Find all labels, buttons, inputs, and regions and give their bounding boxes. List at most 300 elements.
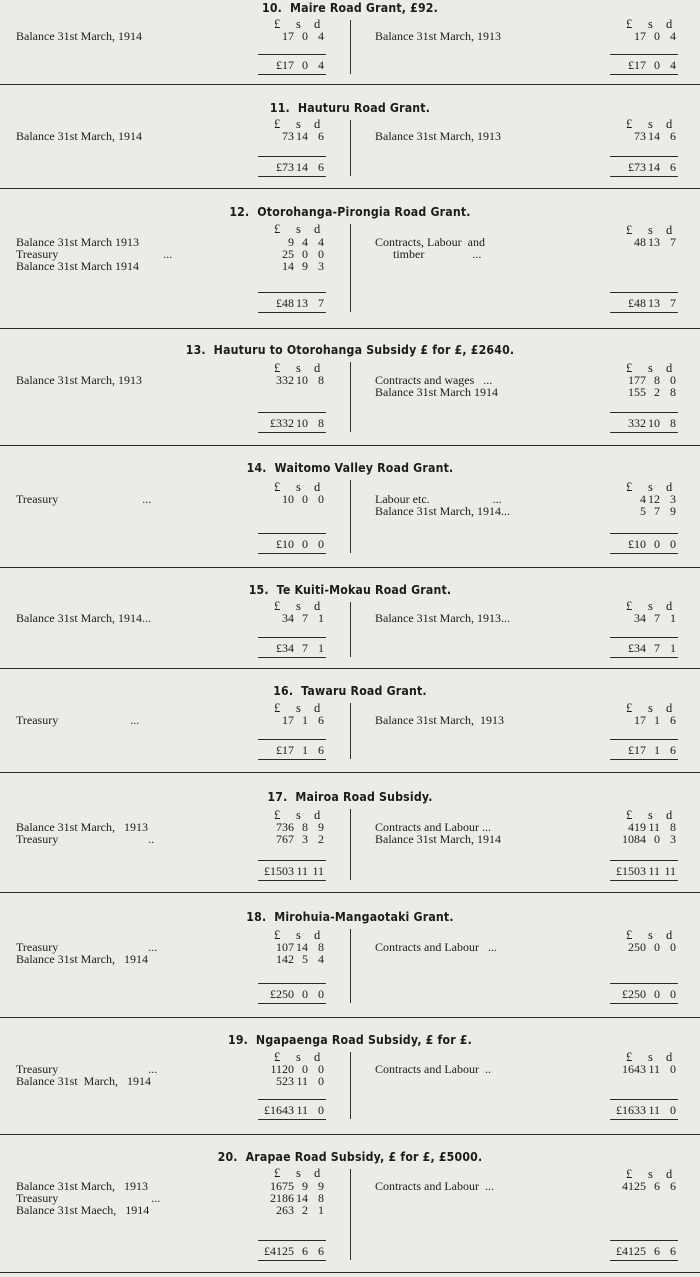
entry-description: Balance 31st March, 1914 [16, 29, 142, 43]
pence-cell: d [666, 1050, 673, 1064]
shillings-cell: 14 [296, 129, 308, 143]
total-cell: £34 [628, 641, 646, 655]
total-cell: £17 [628, 743, 646, 757]
shillings-cell: 14 [296, 1191, 308, 1205]
right-amounts [614, 821, 684, 845]
pence-cell: 6 [318, 129, 324, 143]
right-total [608, 1103, 678, 1117]
pounds-cell: £ [626, 599, 633, 613]
total-rule-bottom [610, 176, 678, 177]
pence-cell: d [314, 1166, 321, 1180]
section-number: 11. [269, 100, 290, 115]
pence-cell: 9 [670, 504, 676, 518]
total-cell: 6 [302, 1244, 308, 1258]
shillings-cell: s [296, 117, 301, 131]
pounds-cell: 142 [276, 952, 294, 966]
pounds-cell: 250 [628, 940, 646, 954]
left-total [256, 641, 326, 655]
right-total [608, 1244, 678, 1258]
amount-row [614, 941, 684, 953]
amount-row [262, 30, 332, 42]
left-descriptions [16, 1063, 157, 1087]
total-cell: £17 [628, 58, 646, 72]
total-cell: £73 [628, 160, 646, 174]
pounds-cell: 17 [282, 29, 294, 43]
total-rule-top [610, 292, 678, 293]
shillings-cell: 9 [302, 1179, 308, 1193]
total-cell: 7 [654, 641, 660, 655]
total-cell: £250 [270, 987, 294, 1001]
shillings-cell: s [296, 701, 301, 715]
pence-cell: 4 [318, 235, 324, 249]
column-divider [350, 1169, 351, 1260]
total-cell: 0 [654, 537, 660, 551]
section-title-text: Te Kuiti-Mokau Road Grant. [276, 582, 452, 597]
shillings-cell: s [648, 480, 653, 494]
total-cell: £10 [276, 537, 294, 551]
pounds-cell: 1675 [270, 1179, 294, 1193]
total-cell: £4125 [616, 1244, 646, 1258]
right-amounts [614, 941, 684, 953]
left-descriptions [16, 236, 172, 272]
pounds-cell: £ [626, 928, 633, 942]
account-section [0, 892, 700, 1018]
section-number: 18. [246, 909, 267, 924]
entry-description: Balance 31st March, 1914 [16, 1074, 151, 1088]
pounds-cell: 107 [276, 940, 294, 954]
pounds-cell: £ [274, 928, 281, 942]
pence-cell: 0 [318, 247, 324, 261]
shillings-cell: s [648, 117, 653, 131]
amount-row [614, 236, 684, 248]
total-cell: 7 [670, 296, 676, 310]
total-cell: £1643 [264, 1103, 294, 1117]
amount-row [614, 505, 684, 517]
pounds-cell: £ [626, 1167, 633, 1181]
pounds-cell: 523 [276, 1074, 294, 1088]
pence-cell: d [314, 928, 321, 942]
section-title-text: Mairoa Road Subsidy. [295, 789, 433, 804]
column-divider [350, 929, 351, 1003]
shillings-cell: s [296, 222, 301, 236]
left-amounts [262, 374, 332, 386]
shillings-cell: 2 [654, 385, 660, 399]
entry-description: Treasury ... [16, 940, 158, 954]
account-section [0, 328, 700, 446]
account-section [0, 1134, 700, 1273]
right-amounts [614, 30, 684, 42]
left-descriptions [16, 30, 142, 42]
total-rule-bottom [258, 880, 326, 881]
left-total [256, 58, 326, 72]
section-title [42, 582, 658, 597]
right-amounts [614, 236, 684, 248]
total-cell: 13 [296, 296, 308, 310]
pence-cell: 9 [318, 820, 324, 834]
pence-cell: d [666, 928, 673, 942]
total-cell: 4 [318, 58, 324, 72]
amount-row [262, 1204, 332, 1216]
total-cell: 11 [312, 864, 324, 878]
pounds-cell: 1643 [622, 1062, 646, 1076]
section-title-text: Tawaru Road Grant. [301, 683, 427, 698]
pounds-cell: 10 [282, 492, 294, 506]
total-cell: 332 [628, 416, 646, 430]
shillings-cell: s [296, 928, 301, 942]
left-descriptions [16, 493, 151, 505]
shillings-cell: 0 [302, 247, 308, 261]
amount-row [614, 1180, 684, 1192]
entry-description: Contracts and Labour .. [375, 1062, 491, 1076]
shillings-cell: 8 [654, 373, 660, 387]
right-total [608, 296, 678, 310]
total-cell: 1 [670, 641, 676, 655]
left-amounts [262, 493, 332, 505]
pence-cell: 1 [318, 611, 324, 625]
total-rule-top [258, 860, 326, 861]
left-total [256, 160, 326, 174]
column-divider [350, 703, 351, 759]
pounds-cell: 155 [628, 385, 646, 399]
total-rule-top [610, 1240, 678, 1241]
total-cell: 1 [654, 743, 660, 757]
shillings-cell: s [296, 1166, 301, 1180]
pence-cell: d [314, 1050, 321, 1064]
pounds-cell: £ [274, 17, 281, 31]
total-rule-bottom [610, 312, 678, 313]
entry-description: Treasury ... [16, 1062, 158, 1076]
total-cell: 0 [318, 987, 324, 1001]
section-title [42, 1032, 658, 1047]
pounds-cell: £ [274, 361, 281, 375]
amount-row [614, 386, 684, 398]
left-descriptions [16, 1180, 160, 1216]
total-cell: 0 [318, 1103, 324, 1117]
shillings-cell: s [296, 808, 301, 822]
amount-row [614, 1063, 684, 1075]
total-rule-top [258, 156, 326, 157]
section-title [42, 100, 658, 115]
column-divider [350, 809, 351, 880]
right-descriptions [375, 941, 497, 953]
shillings-cell: 6 [654, 1179, 660, 1193]
total-cell: 1 [318, 641, 324, 655]
right-total [608, 160, 678, 174]
amount-row [262, 260, 332, 272]
pounds-cell: 17 [282, 713, 294, 727]
total-cell: £250 [622, 987, 646, 1001]
left-amounts [262, 612, 332, 624]
total-rule-bottom [610, 553, 678, 554]
pence-cell: 2 [318, 832, 324, 846]
pounds-cell: 4 [640, 492, 646, 506]
shillings-cell: s [648, 17, 653, 31]
section-number: 10. [262, 0, 283, 15]
section-title [42, 342, 658, 357]
pence-cell: d [666, 117, 673, 131]
amount-row [262, 714, 332, 726]
total-cell: 8 [318, 416, 324, 430]
pounds-cell: £ [626, 701, 633, 715]
total-cell: 14 [648, 160, 660, 174]
right-descriptions [375, 1063, 491, 1075]
shillings-cell: 14 [296, 940, 308, 954]
amount-row [614, 130, 684, 142]
shillings-cell: 0 [654, 940, 660, 954]
total-cell: 0 [302, 537, 308, 551]
total-rule-bottom [258, 1003, 326, 1004]
left-total [256, 1103, 326, 1117]
column-divider [350, 480, 351, 553]
entry-description: Balance 31st March, 1914 [16, 129, 142, 143]
total-cell: 6 [318, 1244, 324, 1258]
pounds-cell: 1120 [270, 1062, 294, 1076]
entry-description: Balance 31st Maech, 1914 [16, 1203, 150, 1217]
total-rule-top [610, 533, 678, 534]
account-section [0, 0, 700, 85]
shillings-cell: 9 [302, 259, 308, 273]
section-number: 15. [248, 582, 269, 597]
section-title [42, 1149, 658, 1164]
pounds-cell: 5 [640, 504, 646, 518]
pence-cell: 8 [670, 385, 676, 399]
pounds-cell: 17 [634, 713, 646, 727]
shillings-cell: 12 [648, 492, 660, 506]
pence-cell: 0 [318, 1062, 324, 1076]
right-descriptions [375, 236, 485, 260]
shillings-cell: 1 [654, 713, 660, 727]
section-title [42, 0, 658, 15]
shillings-cell: 0 [302, 1062, 308, 1076]
account-section [0, 772, 700, 893]
amount-row [262, 493, 332, 505]
total-rule-bottom [610, 759, 678, 760]
right-descriptions [375, 714, 504, 726]
pounds-cell: 34 [634, 611, 646, 625]
pence-cell: 0 [670, 373, 676, 387]
pounds-cell: 34 [282, 611, 294, 625]
account-section [0, 668, 700, 773]
right-descriptions [375, 493, 510, 517]
entry-description: Balance 31st March, 1913 [16, 373, 142, 387]
total-rule-bottom [610, 1003, 678, 1004]
entry-description: Balance 31st March, 1913 [375, 713, 504, 727]
account-section [0, 567, 700, 669]
amount-row [614, 612, 684, 624]
right-total [608, 58, 678, 72]
shillings-cell: s [296, 361, 301, 375]
pence-cell: 8 [670, 820, 676, 834]
section-number: 12. [229, 204, 250, 219]
right-amounts [614, 374, 684, 398]
right-total [608, 416, 678, 430]
account-section [0, 445, 700, 568]
left-amounts [262, 1063, 332, 1087]
total-cell: 7 [318, 296, 324, 310]
total-cell: 6 [670, 743, 676, 757]
entry-description: Contracts and wages ... [375, 373, 493, 387]
left-total [256, 864, 326, 878]
entry-description: Balance 31st March, 1913 [16, 1179, 148, 1193]
total-rule-bottom [610, 432, 678, 433]
entry-description: Balance 31st March, 1914... [16, 611, 151, 625]
total-rule-bottom [258, 74, 326, 75]
right-descriptions [375, 30, 501, 42]
pounds-cell: £ [626, 1050, 633, 1064]
left-total [256, 537, 326, 551]
pounds-cell: 177 [628, 373, 646, 387]
pounds-cell: 736 [276, 820, 294, 834]
pence-cell: 0 [670, 940, 676, 954]
total-cell: 7 [302, 641, 308, 655]
total-cell: 0 [670, 1103, 676, 1117]
entry-description: Balance 31st March, 1913 [16, 820, 148, 834]
total-cell: 6 [670, 160, 676, 174]
total-cell: 13 [648, 296, 660, 310]
total-rule-bottom [258, 1119, 326, 1120]
left-descriptions [16, 941, 157, 965]
total-cell: 0 [302, 58, 308, 72]
shillings-cell: s [296, 17, 301, 31]
total-cell: 11 [648, 1103, 660, 1117]
shillings-cell: 3 [302, 832, 308, 846]
section-title-text: Arapae Road Subsidy, £ for £, £5000. [245, 1149, 483, 1164]
entry-description: Labour etc. ... [375, 492, 502, 506]
section-number: 14. [246, 460, 267, 475]
total-rule-top [258, 292, 326, 293]
pence-cell: 6 [670, 129, 676, 143]
pence-cell: 3 [670, 492, 676, 506]
left-amounts [262, 821, 332, 845]
right-descriptions [375, 612, 510, 624]
pounds-cell: 9 [288, 235, 294, 249]
total-cell: 8 [670, 416, 676, 430]
pounds-cell: 419 [628, 820, 646, 834]
section-title-text: Waitomo Valley Road Grant. [274, 460, 454, 475]
left-total [256, 416, 326, 430]
pence-cell: d [314, 599, 321, 613]
pounds-cell: 17 [634, 29, 646, 43]
total-rule-top [258, 54, 326, 55]
pounds-cell: £ [274, 222, 281, 236]
pence-cell: d [666, 808, 673, 822]
pence-cell: 9 [318, 1179, 324, 1193]
total-cell: £34 [276, 641, 294, 655]
shillings-cell: 13 [648, 235, 660, 249]
pence-cell: 8 [318, 940, 324, 954]
pence-cell: 8 [318, 1191, 324, 1205]
pence-cell: 6 [670, 713, 676, 727]
column-divider [350, 1052, 351, 1119]
shillings-cell: 7 [654, 611, 660, 625]
total-rule-top [610, 637, 678, 638]
total-cell: 0 [302, 987, 308, 1001]
pence-cell: 8 [318, 373, 324, 387]
total-cell: 11 [296, 1103, 308, 1117]
pence-cell: 0 [670, 1062, 676, 1076]
section-number: 20. [217, 1149, 238, 1164]
entry-description: Contracts and Labour ... [375, 1179, 494, 1193]
pounds-cell: £ [274, 599, 281, 613]
amount-row [262, 374, 332, 386]
right-total [608, 864, 678, 878]
total-rule-bottom [258, 176, 326, 177]
total-cell: 6 [654, 1244, 660, 1258]
account-section [0, 84, 700, 189]
pounds-cell: 73 [634, 129, 646, 143]
entry-description: Treasury ... [16, 713, 140, 727]
shillings-cell: s [648, 701, 653, 715]
pence-cell: 4 [318, 29, 324, 43]
pounds-cell: £ [626, 17, 633, 31]
left-descriptions [16, 374, 142, 386]
shillings-cell: s [648, 1167, 653, 1181]
entry-description: Balance 31st March, 1914 [375, 832, 501, 846]
section-title-text: Hauturu Road Grant. [297, 100, 431, 115]
pounds-cell: 25 [282, 247, 294, 261]
left-total [256, 296, 326, 310]
section-title-text: Mirohuia-Mangaotaki Grant. [274, 909, 454, 924]
shillings-cell: 7 [654, 504, 660, 518]
pounds-cell: £ [626, 361, 633, 375]
right-amounts [614, 493, 684, 517]
account-section [0, 1017, 700, 1135]
total-cell: 10 [296, 416, 308, 430]
total-cell: £1503 [264, 864, 294, 878]
total-cell: £10 [628, 537, 646, 551]
total-rule-top [610, 54, 678, 55]
entry-description: Balance 31st March 1913 [16, 235, 139, 249]
pounds-cell: £ [274, 480, 281, 494]
right-descriptions [375, 130, 501, 142]
entry-description: Balance 31st March, 1913 [375, 29, 501, 43]
pounds-cell: 14 [282, 259, 294, 273]
entry-description: timber ... [375, 247, 482, 261]
column-divider [350, 362, 351, 432]
shillings-cell: s [648, 599, 653, 613]
left-descriptions [16, 714, 139, 726]
total-rule-top [610, 1099, 678, 1100]
left-amounts [262, 30, 332, 42]
pounds-cell: £ [626, 480, 633, 494]
shillings-cell: s [648, 1050, 653, 1064]
pounds-cell: 263 [276, 1203, 294, 1217]
shillings-cell: 11 [296, 1074, 308, 1088]
pence-cell: d [666, 223, 673, 237]
right-total [608, 743, 678, 757]
pounds-cell: 332 [276, 373, 294, 387]
amount-row [262, 612, 332, 624]
total-cell: 11 [648, 864, 660, 878]
right-total [608, 537, 678, 551]
pence-cell: 6 [318, 713, 324, 727]
total-rule-top [610, 739, 678, 740]
amount-row [262, 953, 332, 965]
pence-cell: 4 [318, 952, 324, 966]
amount-row [614, 714, 684, 726]
amount-row [262, 833, 332, 845]
pence-cell: d [314, 117, 321, 131]
total-cell: 10 [648, 416, 660, 430]
total-cell: £48 [628, 296, 646, 310]
pounds-cell: £ [274, 1166, 281, 1180]
entry-description: Balance 31st March, 1913 [375, 129, 501, 143]
total-rule-top [258, 983, 326, 984]
pounds-cell: 1084 [622, 832, 646, 846]
total-cell: 11 [664, 864, 676, 878]
total-rule-bottom [258, 312, 326, 313]
pence-cell: d [666, 1167, 673, 1181]
